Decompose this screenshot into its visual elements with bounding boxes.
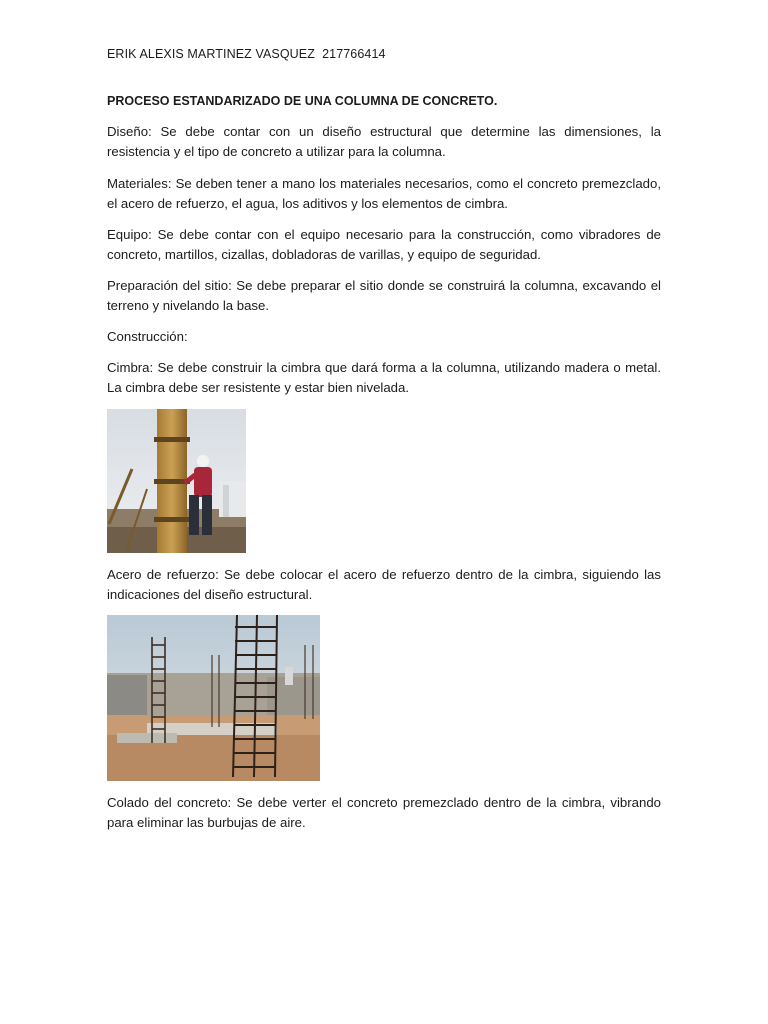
paragraph-preparacion: Preparación del sitio: Se debe preparar el sitio donde se construirá la columna, excavando el terreno y nivelando la base. [107,278,661,313]
author-header: ERIK ALEXIS MARTINEZ VASQUEZ 217766414 [107,47,386,61]
document-title: PROCESO ESTANDARIZADO DE UNA COLUMNA DE CONCRETO. [107,94,498,108]
paragraph-colado: Colado del concreto: Se debe verter el concreto premezclado dentro de la cimbra, vibrando para eliminar las burbujas de aire. [107,795,661,830]
paragraph-acero: Acero de refuerzo: Se debe colocar el acero de refuerzo dentro de la cimbra, siguiendo las indicaciones del diseño estructural. [107,567,661,602]
paragraph-diseno: Diseño: Se debe contar con un diseño estructural que determine las dimensiones, la resistencia y el tipo de concreto a utilizar para la columna. [107,124,661,159]
paragraph-cimbra: Cimbra: Se debe construir la cimbra que dará forma a la columna, utilizando madera o metal. La cimbra debe ser resistente y estar bien nivelada. [107,360,661,395]
rebar-cages-photo [107,615,320,781]
paragraph-construccion: Construcción: [107,329,188,344]
paragraph-materiales: Materiales: Se deben tener a mano los materiales necesarios, como el concreto premezclado, el acero de refuerzo, el agua, los aditivos y los elementos de cimbra. [107,176,661,211]
paragraph-equipo: Equipo: Se debe contar con el equipo necesario para la construcción, como vibradores de concreto, martillos, cizallas, dobladoras de varillas, y equipo de seguridad. [107,227,661,262]
formwork-column-photo [107,409,246,553]
